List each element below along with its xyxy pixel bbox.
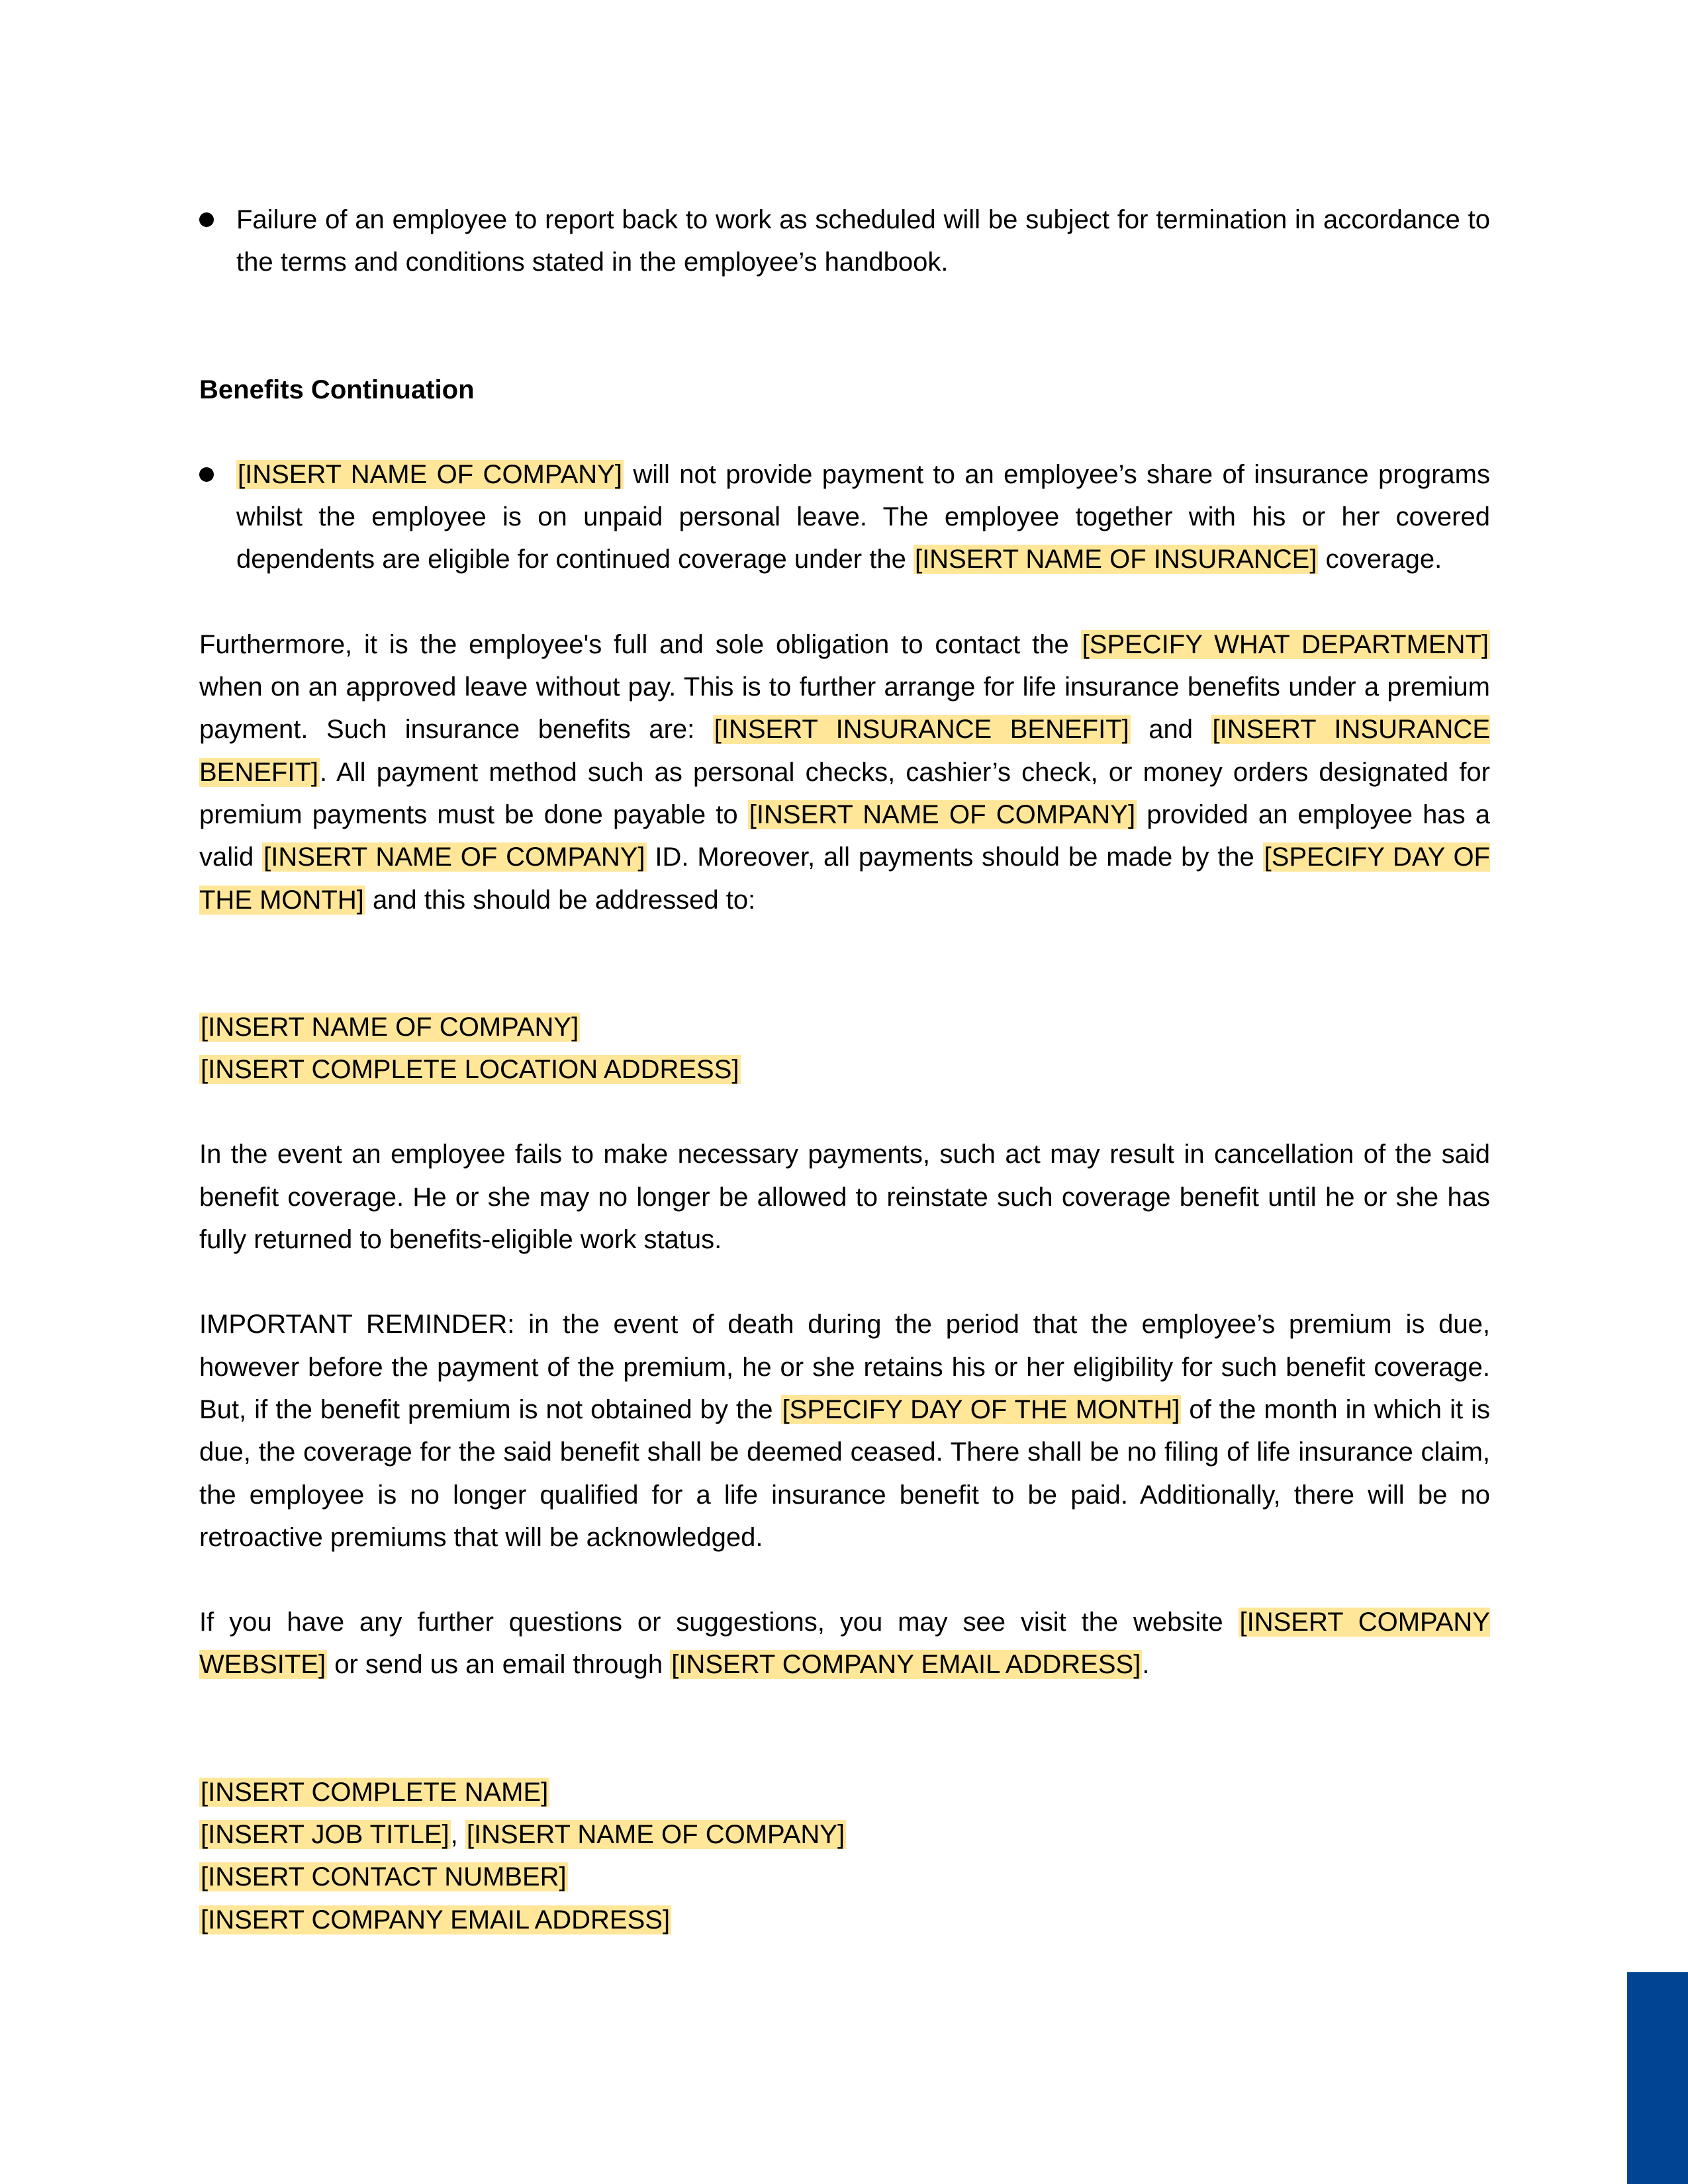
placeholder-company-website: [INSERT COMPANY WEBSITE] bbox=[199, 1608, 1490, 1680]
bullet-icon bbox=[199, 212, 214, 227]
decorative-corner-bar bbox=[1627, 1972, 1688, 2184]
paragraph-cancellation: In the event an employee fails to make necessary payments, such act may result in cancellation of the said benefit coverage. He or she may no longer be allowed to reinstate such coverage benefit until he or she has fully returned to benefits-eligible work status. bbox=[199, 1140, 1490, 1255]
placeholder-company-email: [INSERT COMPANY EMAIL ADDRESS] bbox=[671, 1650, 1141, 1680]
placeholder-complete-name: [INSERT COMPLETE NAME] bbox=[201, 1777, 549, 1807]
placeholder-company-name: [INSERT NAME OF COMPANY] bbox=[466, 1820, 845, 1850]
placeholder-company-name: [INSERT NAME OF COMPANY] bbox=[749, 799, 1136, 829]
section-heading: Benefits Continuation bbox=[199, 375, 475, 404]
paragraph-obligation: Furthermore, it is the employee's full and sole obligation to contact the [SPECIFY WHAT DEPARTMENT] when on an approved leave without pay. This is to further arrange for life insurance benefits under a premium payment. Such insurance benefits are: [INSERT INSURANCE BENEFIT] and [INSERT INSURANCE BENEFIT]. All payment method such as personal checks, cashier’s check, or money orders designated for premium payments must be done payable to [INSERT NAME OF COMPANY] provided an employee has a valid [INSERT NAME OF COMPANY] ID. Moreover, all payments should be made by the [SPECIFY DAY OF THE MONTH] and this should be addressed to: bbox=[199, 629, 1491, 915]
bullet-text: Failure of an employee to report back to work as scheduled will be subject for termination in accordance to the terms and conditions stated in the employee’s handbook. bbox=[236, 205, 1490, 277]
placeholder-day-of-month: [SPECIFY DAY OF THE MONTH] bbox=[199, 842, 1490, 915]
placeholder-company-email: [INSERT COMPANY EMAIL ADDRESS] bbox=[201, 1905, 671, 1934]
bullet-icon bbox=[199, 467, 214, 482]
placeholder-day-of-month: [SPECIFY DAY OF THE MONTH] bbox=[782, 1394, 1180, 1424]
placeholder-department: [SPECIFY WHAT DEPARTMENT] bbox=[1082, 629, 1489, 659]
placeholder-insurance-benefit: [INSERT INSURANCE BENEFIT] bbox=[199, 715, 1490, 787]
signature-block: [INSERT COMPLETE NAME] [INSERT JOB TITLE], [INSERT NAME OF COMPANY] [INSERT CONTACT NUMBER] [INSERT COMPANY EMAIL ADDRESS] bbox=[201, 1777, 845, 1934]
placeholder-insurance-name: [INSERT NAME OF INSURANCE] bbox=[914, 545, 1317, 574]
placeholder-company-name: [INSERT NAME OF COMPANY] bbox=[263, 842, 645, 872]
bullet-item-benefits bbox=[199, 453, 1490, 581]
placeholder-insurance-benefit: [INSERT INSURANCE BENEFIT] bbox=[714, 715, 1129, 745]
bullet-text: [INSERT NAME OF COMPANY] will not provide payment to an employee’s share of insurance programs whilst the employee is on unpaid personal leave. The employee together with his or her covered dependents are eligible for continued coverage under the [INSERT NAME OF INSURANCE] coverage. bbox=[236, 459, 1490, 574]
placeholder-job-title: [INSERT JOB TITLE] bbox=[201, 1820, 449, 1850]
placeholder-company-name: [INSERT NAME OF COMPANY] bbox=[238, 459, 622, 489]
document-body bbox=[199, 199, 1490, 1941]
placeholder-company-name: [INSERT NAME OF COMPANY] bbox=[201, 1012, 579, 1042]
paragraph-important-reminder: IMPORTANT REMINDER: in the event of death during the period that the employee’s premium is due, however before the payment of the premium, he or she retains his or her eligibility for such benefit coverage. But, if the benefit premium is not obtained by the [SPECIFY DAY OF THE MONTH] of the month in which it is due, the coverage for the said benefit shall be deemed ceased. There shall be no filing of life insurance claim, the employee is no longer qualified for a life insurance benefit to be paid. Additionally, there will be no retroactive premiums that will be acknowledged. bbox=[199, 1310, 1490, 1552]
paragraph-contact: If you have any further questions or suggestions, you may see visit the website [INSERT COMPANY WEBSITE] or send us an email through [INSERT COMPANY EMAIL ADDRESS]. bbox=[199, 1608, 1490, 1680]
placeholder-location-address: [INSERT COMPLETE LOCATION ADDRESS] bbox=[201, 1055, 739, 1085]
placeholder-contact-number: [INSERT CONTACT NUMBER] bbox=[201, 1862, 567, 1892]
address-block bbox=[199, 1006, 1490, 1091]
bullet-item-termination bbox=[199, 199, 1490, 284]
